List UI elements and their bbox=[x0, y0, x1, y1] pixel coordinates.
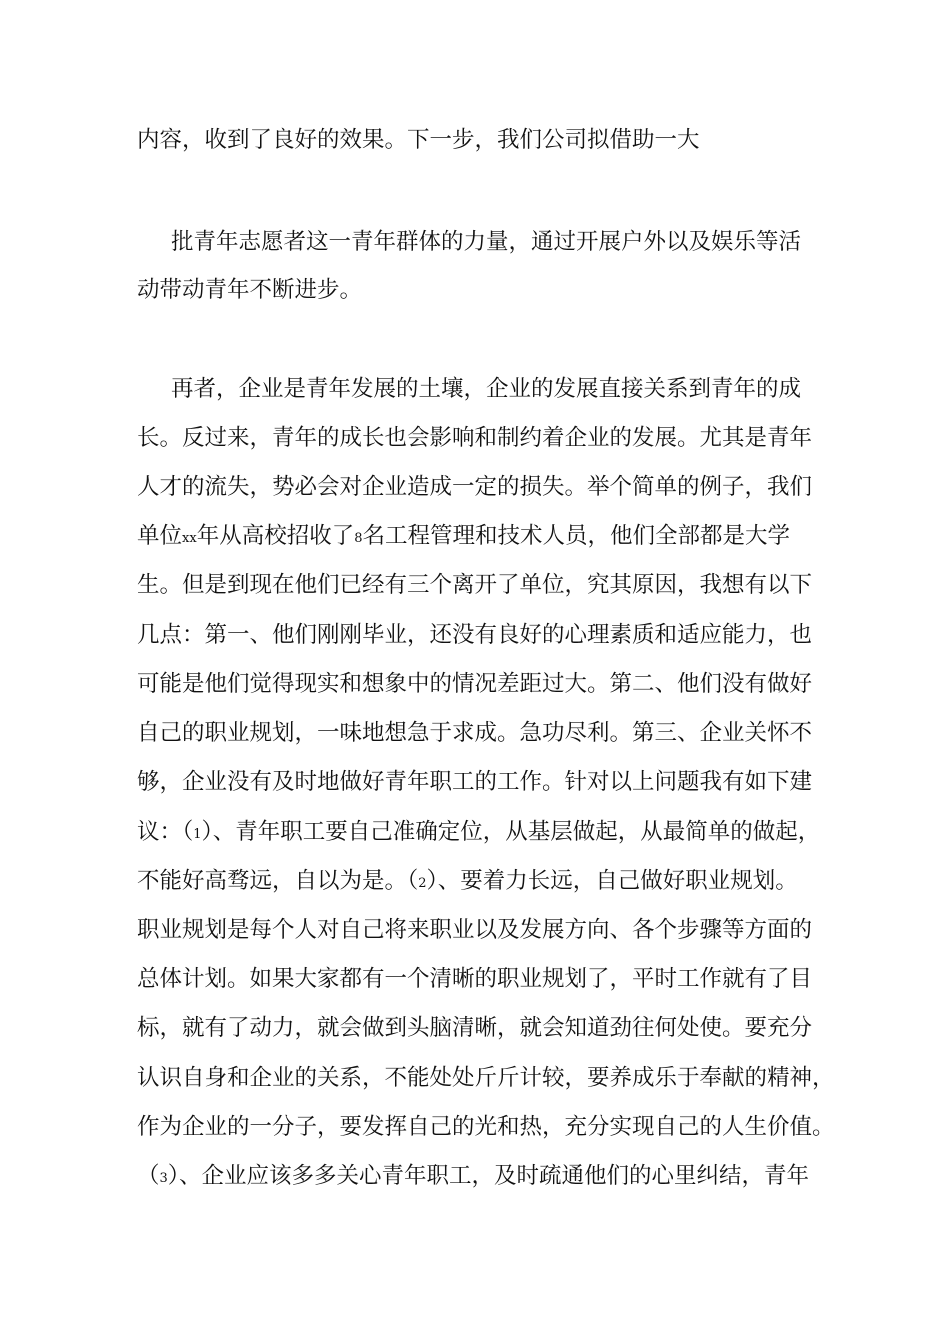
text-line bbox=[137, 1161, 809, 1194]
text-run: ）、企业应该多多关心青年职工，及时疏通他们的心里纠结，青年 bbox=[167, 1163, 810, 1189]
text-run: 年从高校招收了 bbox=[196, 523, 355, 549]
text-line bbox=[137, 866, 798, 899]
text-line: 生。但是到现在他们已经有三个离开了单位，究其原因，我想有以下 bbox=[137, 572, 813, 598]
text-run: 不能好高骛远，自以为是。（ bbox=[137, 868, 419, 894]
text-run: 3 bbox=[159, 1171, 168, 1186]
text-line: 长。反过来，青年的成长也会影响和制约着企业的发展。尤其是青年 bbox=[137, 425, 813, 451]
text-run: 单位 bbox=[137, 523, 183, 549]
text-run: ）、要着力长远，自己做好职业规划。 bbox=[426, 868, 798, 894]
text-run: ）、青年职工要自己准确定位，从基层做起，从最简单的做起， bbox=[201, 819, 821, 845]
text-line: 职业规划是每个人对自己将来职业以及发展方向、各个步骤等方面的 bbox=[137, 917, 813, 943]
text-line: 再者，企业是青年发展的土壤，企业的发展直接关系到青年的成 bbox=[171, 376, 802, 402]
text-line: 可能是他们觉得现实和想象中的情况差距过大。第二、他们没有做好 bbox=[137, 671, 813, 697]
text-run: 议：（ bbox=[137, 819, 194, 845]
text-line: 内容，收到了良好的效果。下一步，我们公司拟借助一大 bbox=[137, 127, 700, 153]
text-run: 8 bbox=[354, 531, 363, 546]
text-run: （ bbox=[137, 1163, 160, 1189]
text-line: 总体计划。如果大家都有一个清晰的职业规划了，平时工作就有了目 bbox=[137, 966, 813, 992]
text-line: 自己的职业规划，一味地想急于求成。急功尽利。第三、企业关怀不 bbox=[137, 720, 813, 746]
text-line: 几点：第一、他们刚刚毕业，还没有良好的心理素质和适应能力，也 bbox=[137, 622, 813, 648]
text-line bbox=[137, 521, 790, 554]
text-line: 作为企业的一分子，要发挥自己的光和热，充分实现自己的人生价值。 bbox=[137, 1114, 835, 1140]
text-line: 认识自身和企业的关系，不能处处斤斤计较，要养成乐于奉献的精神， bbox=[137, 1065, 835, 1091]
text-run: 1 bbox=[193, 827, 202, 842]
text-run: 名工程管理和技术人员，他们全部都是大学 bbox=[362, 523, 790, 549]
text-line: 批青年志愿者这一青年群体的力量，通过开展户外以及娱乐等活 bbox=[171, 229, 802, 255]
text-line: 人才的流失，势必会对企业造成一定的损失。举个简单的例子，我们 bbox=[137, 474, 813, 500]
text-run: xx bbox=[182, 531, 197, 546]
text-line: 标，就有了动力，就会做到头脑清晰，就会知道劲往何处使。要充分 bbox=[137, 1015, 813, 1041]
text-line: 动带动青年不断进步。 bbox=[137, 277, 363, 303]
text-run: 2 bbox=[418, 876, 427, 891]
text-line: 够，企业没有及时地做好青年职工的工作。针对以上问题我有如下建 bbox=[137, 769, 813, 795]
text-line bbox=[137, 817, 820, 850]
